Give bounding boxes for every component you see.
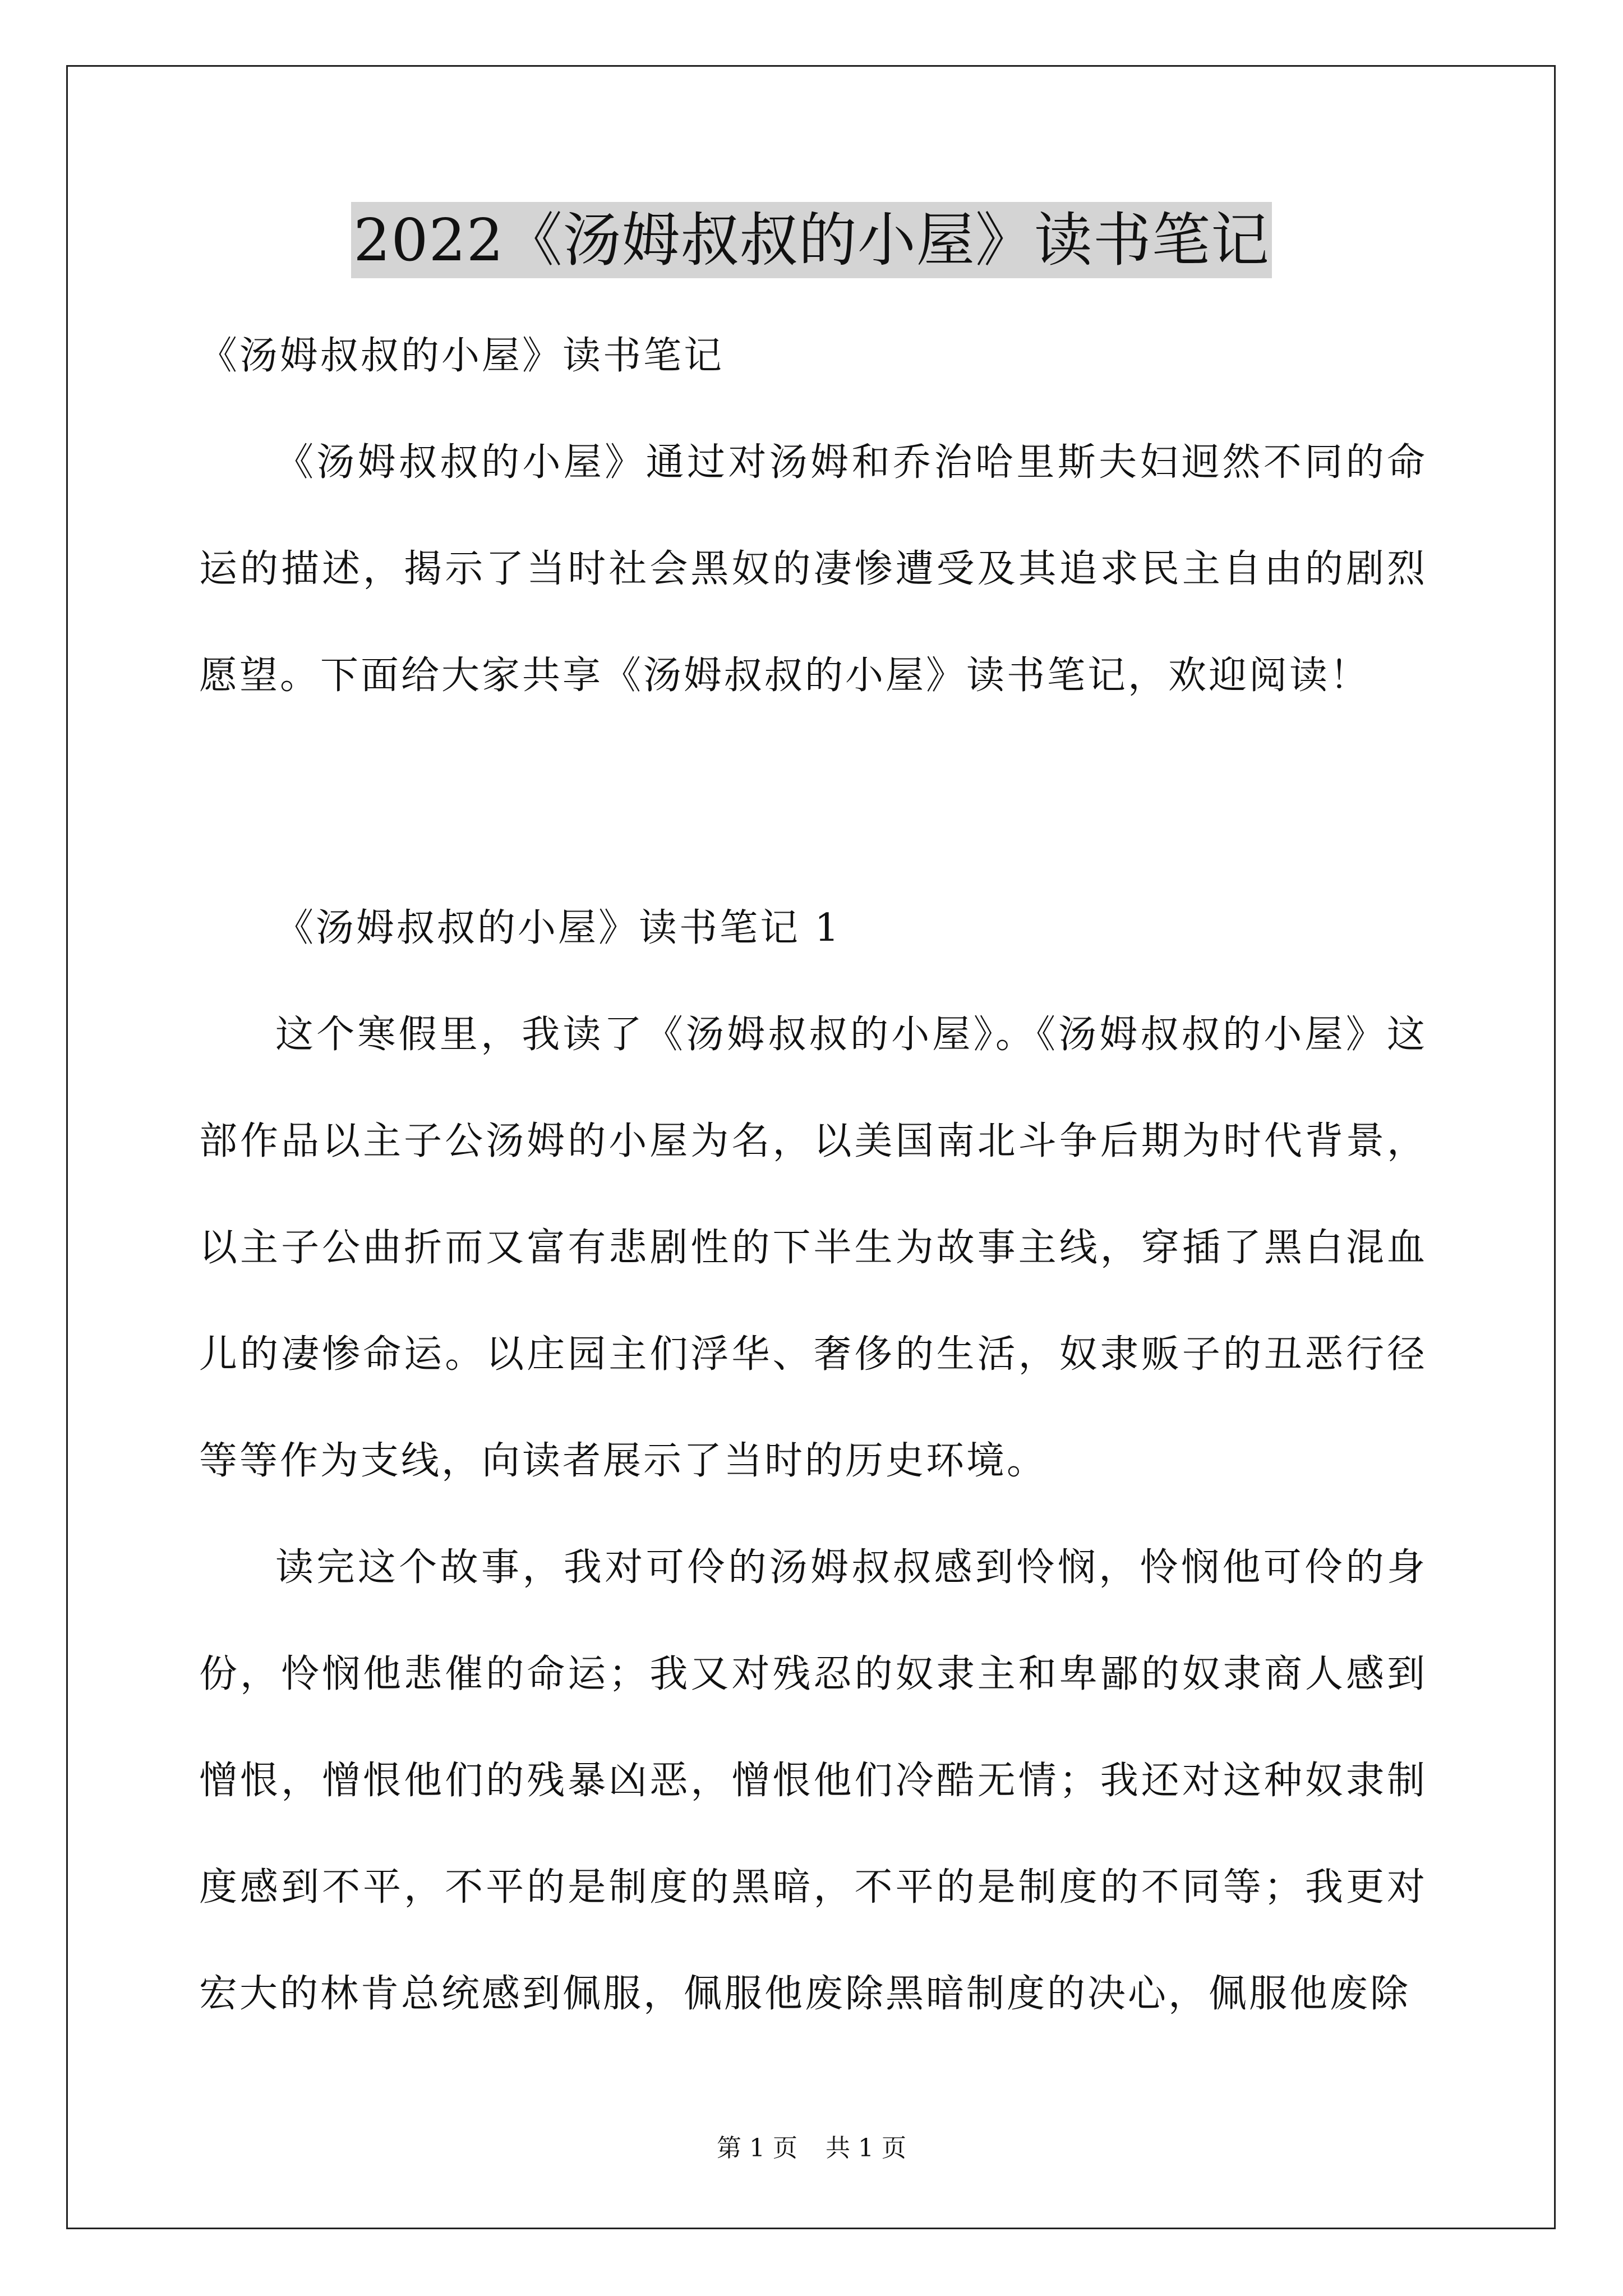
intro-paragraph: 《汤姆叔叔的小屋》通过对汤姆和乔治哈里斯夫妇迥然不同的命运的描述，揭示了当时社会黑奴的凄惨遭受及其追求民主自由的剧烈愿望。下面给大家共享《汤姆叔叔的小屋》读书笔记，欢迎阅读！ — [199, 440, 1427, 698]
page-total: 共 1 页 — [826, 2134, 906, 2162]
section-heading: 《汤姆叔叔的小屋》读书笔记 1 — [275, 906, 841, 950]
document-subtitle: 《汤姆叔叔的小屋》读书笔记 — [199, 334, 725, 378]
section-block — [199, 875, 1427, 2047]
body-paragraph: 读完这个故事，我对可伶的汤姆叔叔感到怜悯，怜悯他可伶的身份，怜悯他悲催的命运；我又对残忍的奴隶主和卑鄙的奴隶商人感到憎恨，憎恨他们的残暴凶恶，憎恨他们冷酷无情；我还对这种奴隶制度感到不平，不平的是制度的黑暗，不平的是制度的不同等；我更对宏大的林肯总统感到佩服，佩服他废除黑暗制度的决心，佩服他废除 — [199, 1545, 1427, 2016]
title-container — [0, 202, 1623, 278]
page-footer — [0, 2132, 1623, 2165]
page-number: 第 1 页 — [717, 2134, 797, 2162]
body-paragraph: 这个寒假里，我读了《汤姆叔叔的小屋》。《汤姆叔叔的小屋》这部作品以主子公汤姆的小屋为名，以美国南北斗争后期为时代背景，以主子公曲折而又富有悲剧性的下半生为故事主线，穿插了黑白混血儿的凄惨命运。以庄园主们浮华、奢侈的生活，奴隶贩子的丑恶行径等等作为支线，向读者展示了当时的历史环境。 — [199, 1013, 1427, 1483]
intro-block — [199, 303, 1427, 729]
document-title: 2022《汤姆叔叔的小屋》读书笔记 — [351, 202, 1272, 278]
